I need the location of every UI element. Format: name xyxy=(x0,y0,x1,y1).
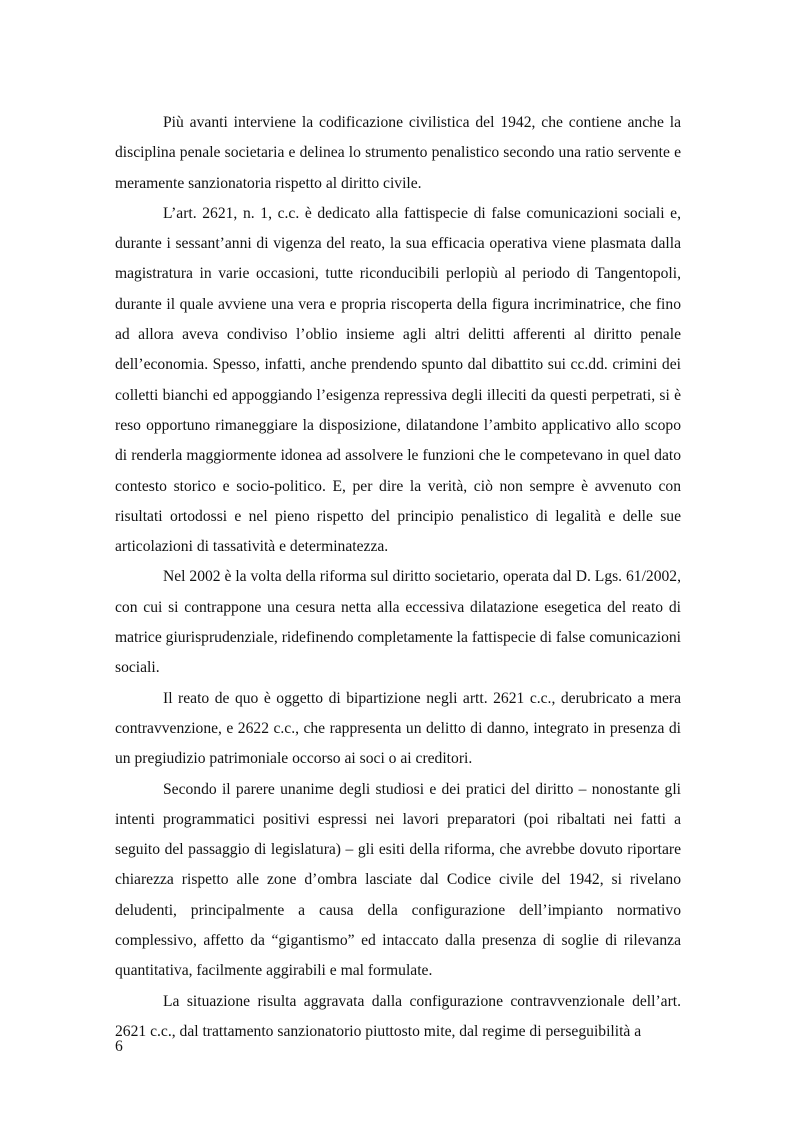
paragraph-3: Nel 2002 è la volta della riforma sul diritto societario, operata dal D. Lgs. 61/2002, con cui si contrappone una cesura netta alla eccessiva dilatazione esegetica del reato di matrice giurisprudenziale, ridefinendo completamente la fattispecie di false comunicazioni sociali. xyxy=(115,568,681,677)
paragraph-6: La situazione risulta aggravata dalla configurazione contravvenzionale dell’art. 2621 c.c., dal trattamento sanzionatorio piuttosto mite, dal regime di perseguibilità a xyxy=(115,992,681,1040)
paragraph-1: Più avanti interviene la codificazione civilistica del 1942, che contiene anche la disciplina penale societaria e delinea lo strumento penalistico secondo una ratio servente e meramente sanzionatoria rispetto al diritto civile. xyxy=(115,114,681,192)
page-body xyxy=(115,108,681,1047)
paragraph-5: Secondo il parere unanime degli studiosi e dei pratici del diritto – nonostante gli intenti programmatici positivi espressi nei lavori preparatori (poi ribaltati nei fatti a seguito del passaggio di legislatura) – gli esiti della riforma, che avrebbe dovuto riportare chiarezza rispetto alle zone d’ombra lasciate dal Codice civile del 1942, si rivelano deludenti, principalmente a causa della configurazione dell’impianto normativo complessivo, affetto da “gigantismo” ed intaccato dalla presenza di soglie di rilevanza quantitativa, facilmente aggirabili e mal formulate. xyxy=(115,780,681,980)
paragraph-4: Il reato de quo è oggetto di bipartizione negli artt. 2621 c.c., derubricato a mera contravvenzione, e 2622 c.c., che rappresenta un delitto di danno, integrato in presenza di un pregiudizio patrimoniale occorso ai soci o ai creditori. xyxy=(115,689,681,768)
paragraph-2: L’art. 2621, n. 1, c.c. è dedicato alla fattispecie di false comunicazioni sociali e, durante i sessant’anni di vigenza del reato, la sua efficacia operativa viene plasmata dalla magistratura in varie occasioni, tutte riconducibili perlopiù al periodo di Tangentopoli, durante il quale avviene una vera e propria riscoperta della figura incriminatrice, che fino ad allora aveva condiviso l’oblio insieme agli altri delitti afferenti al diritto penale dell’economia. Spesso, infatti, anche prendendo spunto dal dibattito sui cc.dd. crimini dei colletti bianchi ed appoggiando l’esigenza repressiva degli illeciti da questi perpetrati, si è reso opportuno rimaneggiare la disposizione, dilatandone l’ambito applicativo allo scopo di renderla maggiormente idonea ad assolvere le funzioni che le competevano in quel dato contesto storico e socio-politico. E, per dire la verità, ciò non sempre è avvenuto con risultati ortodossi e nel pieno rispetto del principio penalistico di legalità e delle sue articolazioni di tassatività e determinatezza. xyxy=(115,204,681,556)
page-number: 6 xyxy=(115,1038,123,1055)
